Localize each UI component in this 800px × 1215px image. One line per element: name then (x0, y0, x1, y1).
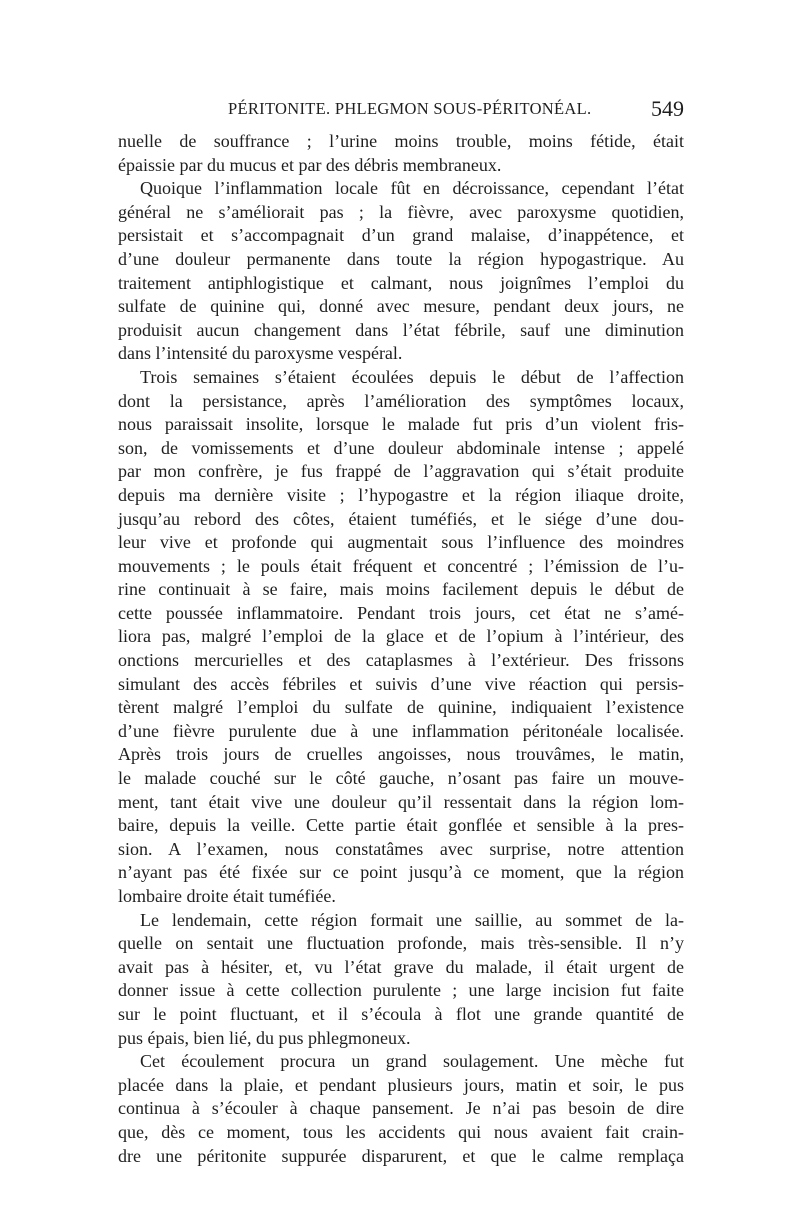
text-line: Trois semaines s’étaient écoulées depuis le début de l’affection (140, 366, 684, 387)
text-line: dans l’intensité du paroxysme vespéral. (118, 343, 403, 364)
text-line: leur vive et profonde qui augmentait sous l’influence des moindres (118, 532, 684, 553)
running-title: PÉRITONITE. PHLEGMON SOUS-PÉRITONÉAL. (228, 99, 592, 118)
text-line: dont la persistance, après l’amélioration des symptômes locaux, (118, 390, 684, 411)
text-line: que, dès ce moment, tous les accidents qui nous avaient fait crain- (118, 1121, 684, 1142)
text-line: liora pas, malgré l’emploi de la glace et de l’opium à l’intérieur, des (118, 626, 684, 647)
text-line: jusqu’au rebord des côtes, étaient tuméfiés, et le siége d’une dou- (118, 508, 684, 529)
page-number: 549 (651, 96, 684, 121)
text-line: depuis ma dernière visite ; l’hypogastre et la région iliaque droite, (118, 484, 684, 505)
text-line: quelle on sentait une fluctuation profonde, mais très-sensible. Il n’y (118, 933, 684, 954)
text-line: le malade couché sur le côté gauche, n’osant pas faire un mouve- (118, 768, 684, 789)
text-line: sulfate de quinine qui, donné avec mesure, pendant deux jours, ne (118, 296, 684, 317)
text-line: donner issue à cette collection purulente ; une large incision fut faite (118, 980, 684, 1001)
text-line: général ne s’améliorait pas ; la fièvre, avec paroxysme quotidien, (118, 201, 684, 222)
text-line: traitement antiphlogistique et calmant, nous joignîmes l’emploi du (118, 272, 684, 293)
text-line: simulant des accès fébriles et suivis d’une vive réaction qui persis- (118, 673, 684, 694)
text-line: avait pas à hésiter, et, vu l’état grave du malade, il était urgent de (118, 956, 684, 977)
running-head (118, 94, 684, 124)
text-line: rine continuait à se faire, mais moins facilement depuis le début de (118, 579, 684, 600)
text-line: baire, depuis la veille. Cette partie était gonflée et sensible à la pres- (118, 815, 684, 836)
text-line: Quoique l’inflammation locale fût en décroissance, cependant l’état (140, 178, 684, 199)
text-line: son, de vomissements et d’une douleur abdominale intense ; appelé (118, 437, 684, 458)
text-line: sur le point fluctuant, et il s’écoula à flot une grande quantité de (118, 1003, 684, 1024)
text-line: cette poussée inflammatoire. Pendant trois jours, cet état ne s’amé- (118, 602, 684, 623)
text-line: sion. A l’examen, nous constatâmes avec surprise, notre attention (118, 838, 684, 859)
text-line: placée dans la plaie, et pendant plusieurs jours, matin et soir, le pus (118, 1074, 684, 1095)
text-line: nuelle de souffrance ; l’urine moins trouble, moins fétide, était (118, 131, 684, 151)
text-line: continua à s’écouler à chaque pansement. Je n’ai pas besoin de dire (118, 1098, 684, 1119)
text-line: tèrent malgré l’emploi du sulfate de quinine, indiquaient l’existence (118, 697, 684, 718)
text-line: pus épais, bien lié, du pus phlegmoneux. (118, 1027, 411, 1048)
text-line: dre une péritonite suppurée disparurent, et que le calme remplaça (118, 1145, 684, 1166)
text-line: ment, tant était vive une douleur qu’il ressentait dans la région lom- (118, 791, 684, 812)
text-line: Après trois jours de cruelles angoisses, nous trouvâmes, le matin, (118, 744, 684, 765)
text-line: nous paraissait insolite, lorsque le malade fut pris d’un violent fris- (118, 414, 684, 435)
text-line: persistait et s’accompagnait d’un grand malaise, d’inappétence, et (118, 225, 684, 246)
text-line: Le lendemain, cette région formait une saillie, au sommet de la- (140, 909, 684, 930)
text-line: mouvements ; le pouls était fréquent et concentré ; l’émission de l’u- (118, 555, 684, 576)
text-line: d’une fièvre purulente due à une inflammation péritonéale localisée. (118, 720, 684, 741)
text-line: produisit aucun changement dans l’état fébrile, sauf une diminution (118, 319, 684, 340)
text-line: n’ayant pas été fixée sur ce point jusqu’à ce moment, que la région (118, 862, 684, 883)
text-line: épaissie par du mucus et par des débris membraneux. (118, 154, 502, 175)
text-line: par mon confrère, je fus frappé de l’aggravation qui s’était produite (118, 461, 684, 482)
text-line: Cet écoulement procura un grand soulagement. Une mèche fut (140, 1051, 684, 1072)
text-line: lombaire droite était tuméfiée. (118, 886, 336, 906)
text-line: onctions mercurielles et des cataplasmes à l’extérieur. Des frissons (118, 650, 684, 671)
text-line: d’une douleur permanente dans toute la région hypogastrique. Au (118, 248, 684, 269)
body-text (118, 130, 684, 1168)
